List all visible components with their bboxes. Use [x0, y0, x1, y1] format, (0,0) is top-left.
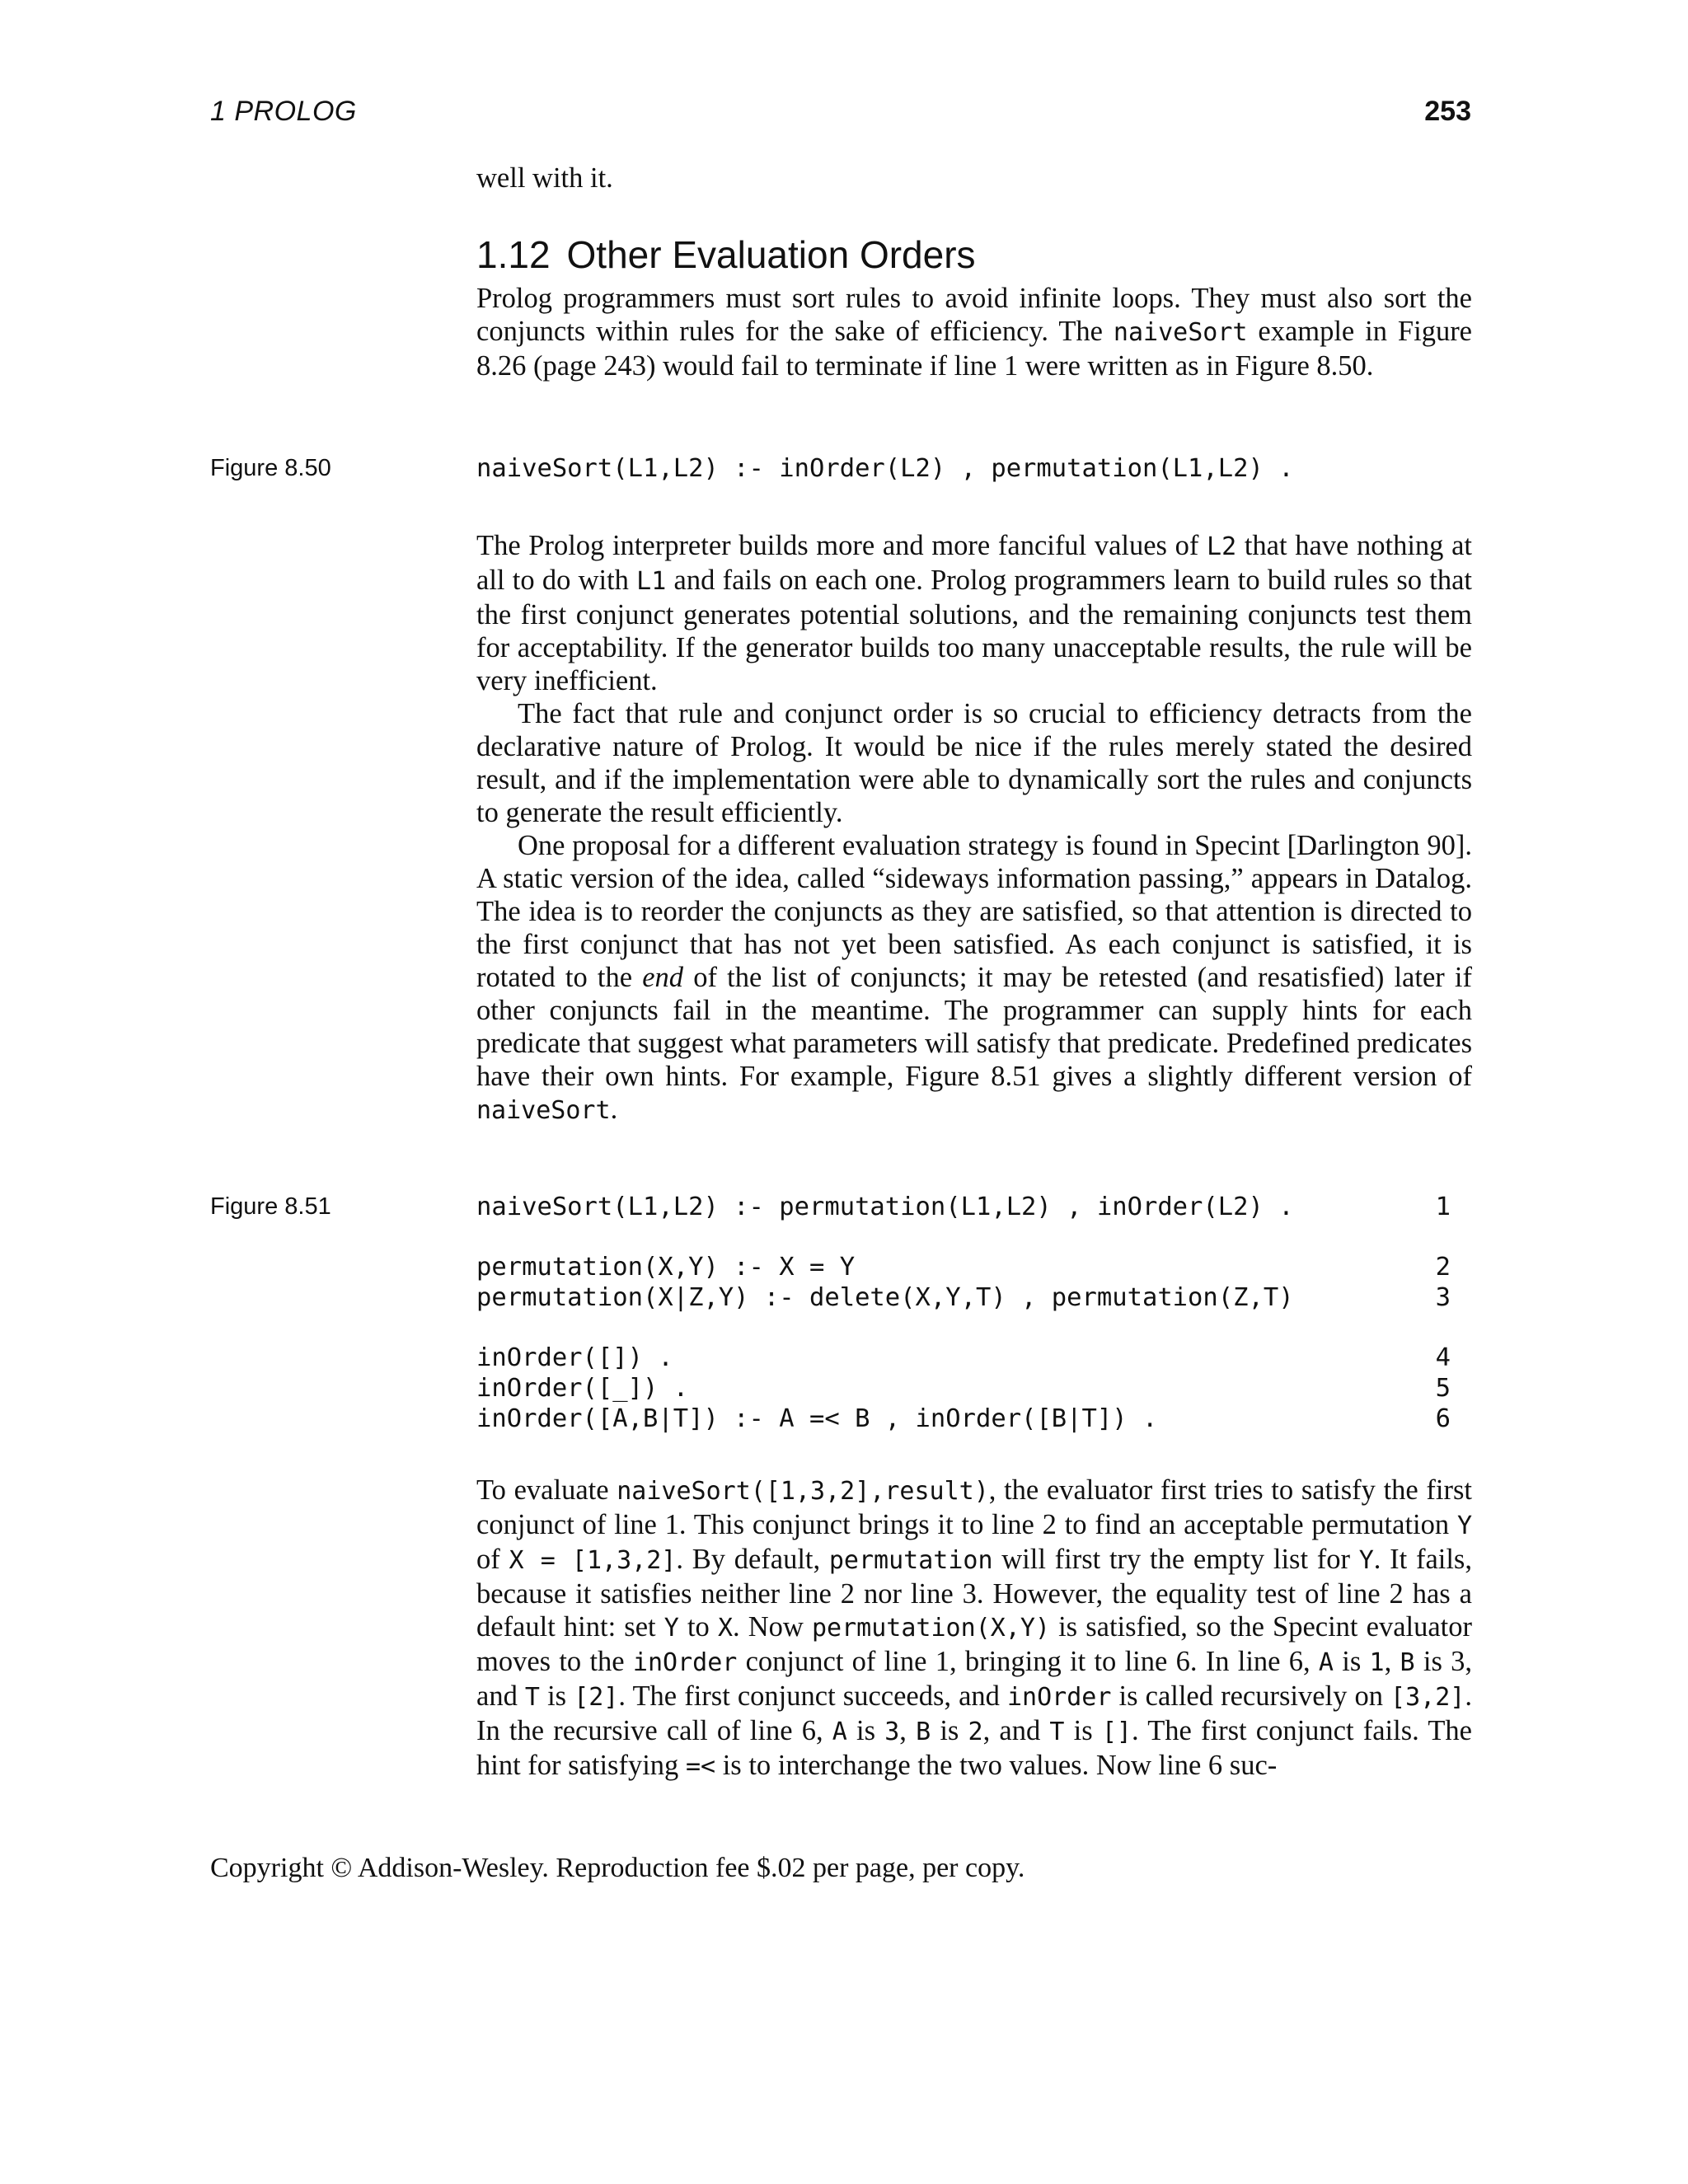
code-line-3: permutation(X|Z,Y) :- delete(X,Y,T) , permutation(Z,T) 3: [476, 1283, 1451, 1312]
section-title: Other Evaluation Orders: [566, 233, 976, 276]
paragraph-5: To evaluate naiveSort([1,3,2],result), the evaluator first tries to satisfy the first conjunct of line 1. This conjunct brings it to line 2 to find an acceptable permutation Y of X = [1,3,2]. By default, permutation will first try the empty list for Y. It fails, because it satisfies neither line 2 nor line 3. However, the equality test of line 2 has a default hint: set Y to X. Now permutation(X,Y) is satisfied, so the Specint evaluator moves to the inOrder conjunct of line 1, bringing it to line 6. In line 6, A is 1, B is 3, and T is [2]. The first conjunct succeeds, and inOrder is called recursively on [3,2]. In the recursive call of line 6, A is 3, B is 2, and T is []. The first conjunct fails. The hint for satisfying =< is to interchange the two values. Now line 6 suc-: [476, 1474, 1473, 1781]
paragraph-1: Prolog programmers must sort rules to avoid infinite loops. They must also sort the conjuncts within rules for the sake of efficiency. The naiveSort example in Figure 8.26 (page 243) would fail to terminate if line 1 were written as in Figure 8.50.: [476, 283, 1472, 382]
line-number: 6: [1435, 1404, 1451, 1433]
code-line-2: permutation(X,Y) :- X = Y 2: [476, 1253, 1451, 1282]
figure-8-51-label: Figure 8.51: [210, 1193, 331, 1220]
code-line-4: inOrder([]) . 4: [476, 1343, 1451, 1372]
line-number: 4: [1435, 1343, 1451, 1372]
line-number: 1: [1435, 1193, 1451, 1221]
paragraph-3: The fact that rule and conjunct order is so crucial to efficiency detracts from the declarative nature of Prolog. It would be nice if the rules merely stated the desired result, and if the implementation were able to dynamically sort the rules and conjuncts to generate the result efficiently.: [476, 698, 1472, 828]
line-number: 5: [1435, 1374, 1451, 1403]
running-head: [210, 96, 1471, 137]
code-line-5: inOrder([_]) . 5: [476, 1374, 1451, 1403]
section-number: 1.12: [476, 233, 551, 276]
code-line: naiveSort(L1,L2) :- inOrder(L2) , permutation(L1,L2) .: [476, 454, 1294, 483]
line-number: 2: [1435, 1253, 1451, 1282]
section-heading: [476, 232, 976, 277]
paragraph-4: One proposal for a different evaluation strategy is found in Specint [Darlington 90]. A static version of the idea, called “sideways information passing,” appears in Datalog. The idea is to reorder the conjuncts as they are satisfied, so that attention is directed to the first conjunct that has not yet been satisfied. As each conjunct is satisfied, it is rotated to the end of the list of conjuncts; it may be retested (and resatisfied) later if other conjuncts fail in the meantime. The programmer can supply hints for each predicate that suggest what parameters will satisfy that predicate. Predefined predicates have their own hints. For example, Figure 8.51 gives a slightly different version of naiveSort.: [476, 830, 1472, 1125]
line-number: 3: [1435, 1283, 1451, 1312]
code-line-1: naiveSort(L1,L2) :- permutation(L1,L2) , inOrder(L2) . 1: [476, 1193, 1451, 1221]
carryover-text: well with it.: [476, 162, 613, 194]
copyright-footer: Copyright © Addison-Wesley. Reproduction fee $.02 per page, per copy.: [210, 1853, 1025, 1883]
page-number: 253: [1424, 96, 1471, 127]
paragraphs-2-4: [476, 529, 1472, 1127]
figure-8-50-code: [476, 453, 1457, 484]
figure-8-50-label: Figure 8.50: [210, 455, 331, 481]
chapter-title: 1 PROLOG: [210, 96, 357, 127]
figure-8-51-code: [476, 1192, 1457, 1434]
paragraph-2: The Prolog interpreter builds more and more fanciful values of L2 that have nothing at all to do with L1 and fails on each one. Prolog programmers learn to build rules so that the first conjunct generates potential solutions, and the remaining conjuncts test them for acceptability. If the generator builds too many unacceptable results, the rule will be very inefficient.: [476, 530, 1472, 696]
code-line-6: inOrder([A,B|T]) :- A =< B , inOrder([B|T]) . 6: [476, 1404, 1451, 1433]
inline-code: naiveSort: [1113, 318, 1248, 347]
